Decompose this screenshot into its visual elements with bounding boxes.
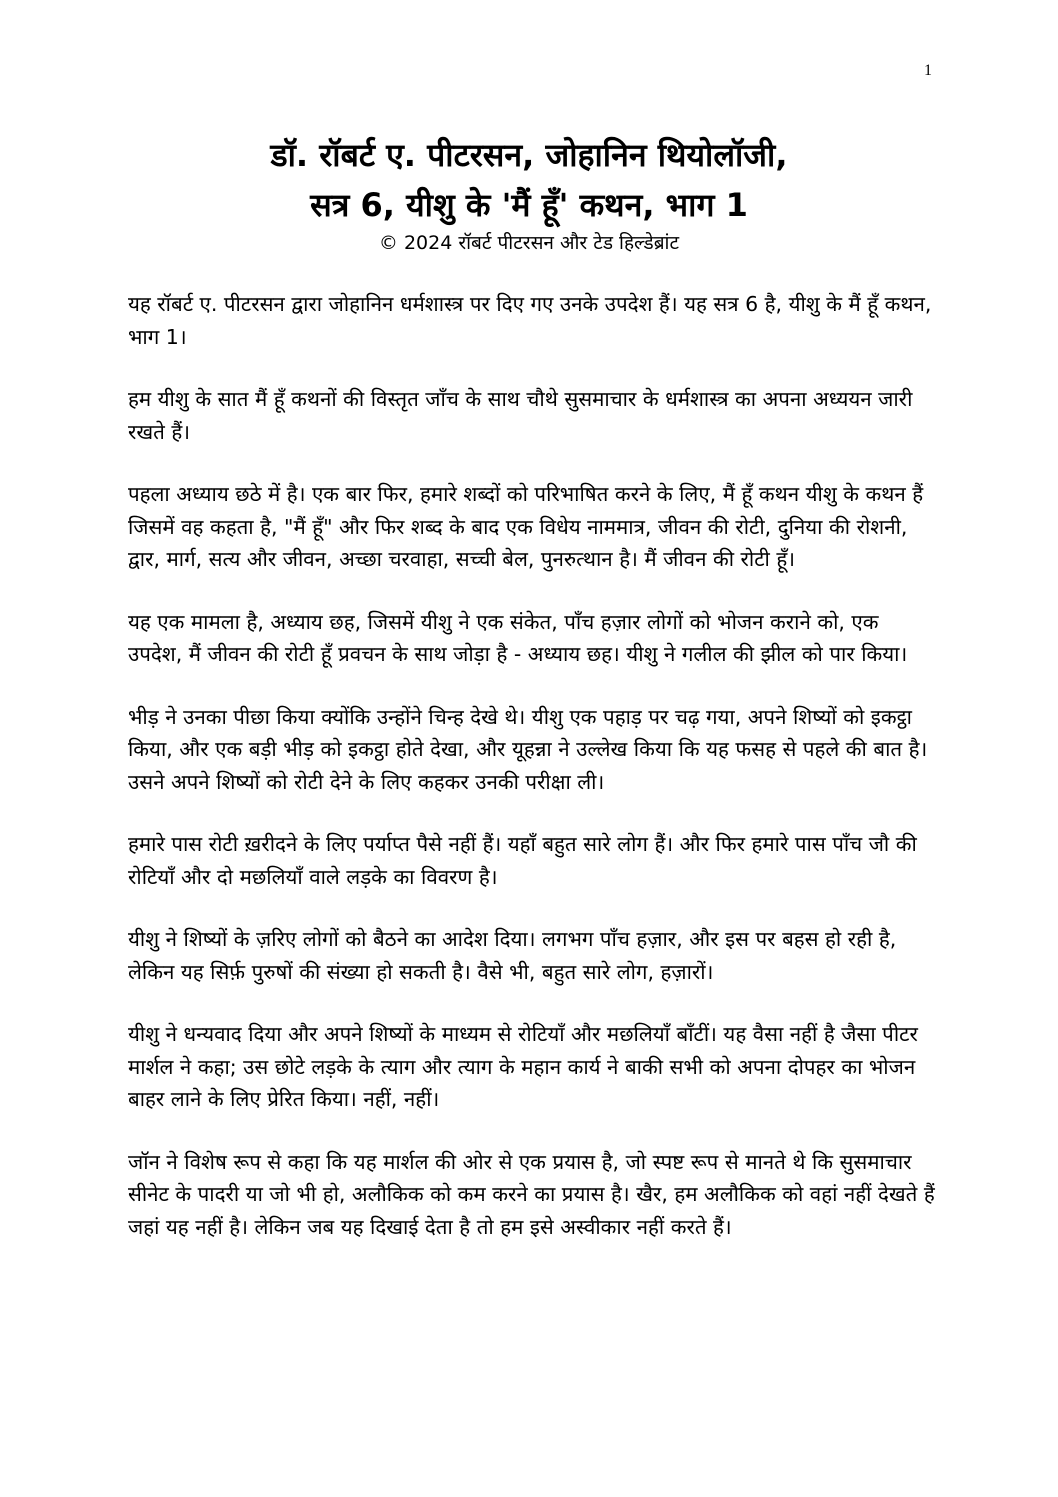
copyright-line: © 2024 रॉबर्ट पीटरसन और टेड हिल्डेब्रांट: [378, 232, 680, 254]
paragraph: भीड़ ने उनका पीछा किया क्योंकि उन्होंने चिन्ह देखे थे। यीशु एक पहाड़ पर चढ़ गया, अपने शिष्यों को इकट्ठा किया, और एक बड़ी भीड़ को इकट्ठा होते देखा, और यूहन्ना ने उल्लेख किया कि यह फसह से पहले की बात है। उसने अपने शिष्यों को रोटी देने के लिए कहकर उनकी परीक्षा ली।: [128, 704, 928, 794]
paragraph: पहला अध्याय छठे में है। एक बार फिर, हमारे शब्दों को परिभाषित करने के लिए, मैं हूँ कथन यीशु के कथन हैं जिसमें वह कहता है, "मैं हूँ" और फिर शब्द के बाद एक विधेय नाममात्र, जीवन की रोटी, दुनिया की रोशनी, द्वार, मार्ग, सत्य और जीवन, अच्छा चरवाहा, सच्ची बेल, पुनरुत्थान है। मैं जीवन की रोटी हूँ।: [128, 482, 924, 571]
title-line-1: डॉ. रॉबर्ट ए. पीटरसन, जोहानिन थियोलॉजी,: [270, 136, 788, 174]
paragraph: यीशु ने धन्यवाद दिया और अपने शिष्यों के माध्यम से रोटियाँ और मछलियाँ बाँटीं। यह वैसा नहीं है जैसा पीटर मार्शल ने कहा; उस छोटे लड़के के त्याग और त्याग के महान कार्य ने बाकी सभी को अपना दोपहर का भोजन बाहर लाने के लिए प्रेरित किया। नहीं, नहीं।: [128, 1022, 918, 1111]
paragraph: यीशु ने शिष्यों के ज़रिए लोगों को बैठने का आदेश दिया। लगभग पाँच हज़ार, और इस पर बहस हो रही है, लेकिन यह सिर्फ़ पुरुषों की संख्या हो सकती है। वैसे भी, बहुत सारे लोग, हज़ारों।: [128, 927, 897, 984]
paragraph: जॉन ने विशेष रूप से कहा कि यह मार्शल की ओर से एक प्रयास है, जो स्पष्ट रूप से मानते थे कि सुसमाचार सीनेट के पादरी या जो भी हो, अलौकिक को कम करने का प्रयास है। खैर, हम अलौकिक को वहां नहीं देखते हैं जहां यह नहीं है। लेकिन जब यह दिखाई देता है तो हम इसे अस्वीकार नहीं करते हैं।: [128, 1149, 935, 1239]
paragraph: यह रॉबर्ट ए. पीटरसन द्वारा जोहानिन धर्मशास्त्र पर दिए गए उनके उपदेश हैं। यह सत्र 6 है, यीशु के मैं हूँ कथन, भाग 1।: [128, 292, 932, 349]
paragraph: हम यीशु के सात मैं हूँ कथनों की विस्तृत जाँच के साथ चौथे सुसमाचार के धर्मशास्त्र का अपना अध्ययन जारी रखते हैं।: [128, 387, 913, 444]
paragraph: हमारे पास रोटी ख़रीदने के लिए पर्याप्त पैसे नहीं हैं। यहाँ बहुत सारे लोग हैं। और फिर हमारे पास पाँच जौ की रोटियाँ और दो मछलियाँ वाले लड़के का विवरण है।: [128, 832, 917, 889]
title-line-2: सत्र 6, यीशु के 'मैं हूँ' कथन, भाग 1: [310, 186, 748, 224]
body-text: [128, 288, 938, 1273]
page-number: 1: [924, 62, 932, 79]
paragraph: यह एक मामला है, अध्याय छह, जिसमें यीशु ने एक संकेत, पाँच हज़ार लोगों को भोजन कराने को, एक उपदेश, मैं जीवन की रोटी हूँ प्रवचन के साथ जोड़ा है - अध्याय छह। यीशु ने गलील की झील को पार किया।: [128, 609, 908, 666]
title-block: [0, 130, 1058, 256]
